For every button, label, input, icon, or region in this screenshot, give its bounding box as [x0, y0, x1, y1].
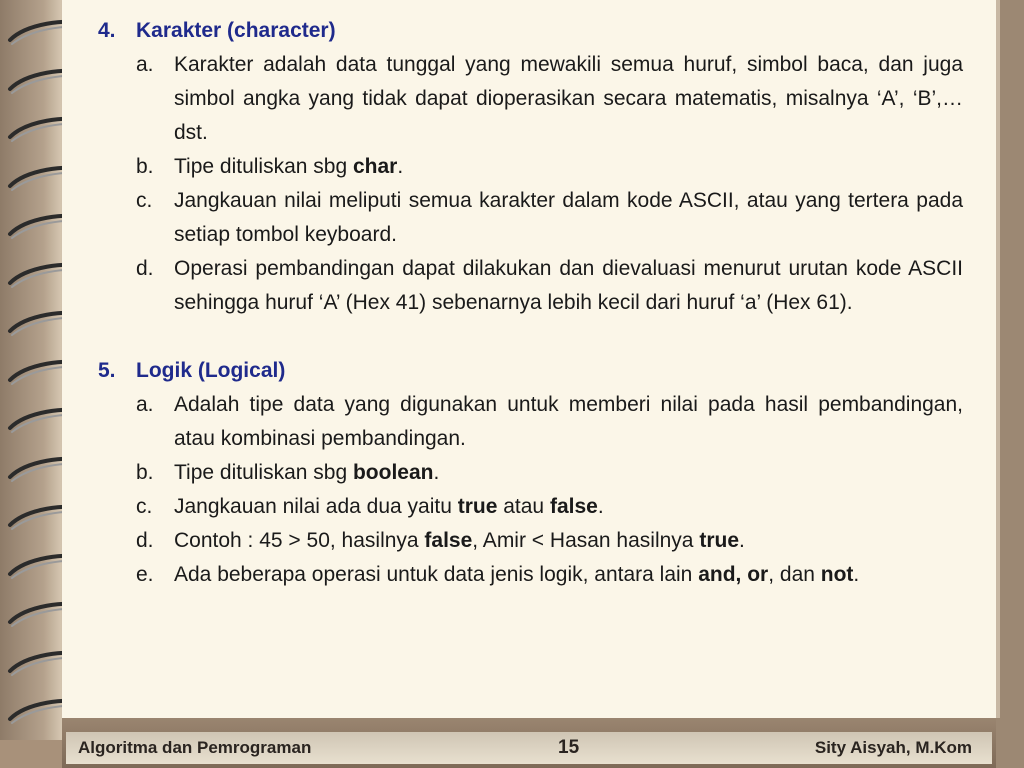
bold-keyword: true: [699, 529, 740, 552]
spiral-binding: [0, 0, 62, 740]
course-title: Algoritma dan Pemrograman: [78, 738, 312, 757]
bold-keyword: and, or: [698, 563, 769, 586]
page-edge: [996, 0, 1024, 768]
text-run: .: [597, 495, 604, 518]
item-letter: d.: [136, 529, 154, 552]
section-4-list: [98, 48, 963, 320]
list-item: [98, 252, 963, 320]
text-run: Tipe dituliskan sbg: [174, 461, 353, 484]
list-item: [98, 524, 963, 558]
item-letter: c.: [136, 189, 153, 212]
text-run: .: [853, 563, 860, 586]
bold-keyword: true: [457, 495, 498, 518]
item-letter: a.: [136, 53, 154, 76]
item-text: [174, 252, 963, 320]
list-item: [98, 48, 963, 150]
section-title: Karakter (character): [136, 19, 336, 42]
section-5-heading: [98, 354, 963, 388]
bold-keyword: false: [424, 529, 473, 552]
text-run: Karakter adalah data tunggal yang mewakili semua huruf, simbol baca, dan juga simbol angka yang tidak dapat dioperasikan secara matematis, misalnya ‘A’, ‘B’,…dst.: [174, 53, 963, 144]
item-text: [174, 456, 963, 490]
text-run: .: [433, 461, 440, 484]
text-run: Jangkauan nilai ada dua yaitu: [174, 495, 458, 518]
list-item: [98, 388, 963, 456]
item-text: [174, 184, 963, 252]
text-run: Jangkauan nilai meliputi semua karakter dalam kode ASCII, atau yang tertera pada setiap tombol keyboard.: [174, 189, 963, 246]
item-letter: e.: [136, 563, 154, 586]
section-number: 5.: [98, 359, 116, 382]
text-run: .: [397, 155, 404, 178]
list-item: [98, 184, 963, 252]
list-item: [98, 150, 963, 184]
author-name: Sity Aisyah, M.Kom: [814, 738, 972, 757]
list-item: [98, 558, 963, 592]
section-title: Logik (Logical): [136, 359, 286, 382]
item-text: [174, 490, 963, 524]
bold-keyword: false: [549, 495, 598, 518]
item-letter: b.: [136, 155, 154, 178]
footer-bar: [62, 718, 996, 768]
text-run: Ada beberapa operasi untuk data jenis logik, antara lain: [174, 563, 699, 586]
text-run: Contoh : 45 > 50, hasilnya: [174, 529, 425, 552]
item-letter: d.: [136, 257, 154, 280]
text-run: .: [739, 529, 745, 552]
item-letter: c.: [136, 495, 153, 518]
text-run: Operasi pembandingan dapat dilakukan dan dievaluasi menurut urutan kode ASCII sehingga huruf ‘A’ (Hex 41) sebenarnya lebih kecil dari huruf ‘a’ (Hex 61).: [174, 257, 963, 314]
section-number: 4.: [98, 19, 116, 42]
item-letter: b.: [136, 461, 154, 484]
text-run: Adalah tipe data yang digunakan untuk memberi nilai pada hasil pembandingan, atau kombinasi pembandingan.: [174, 393, 963, 450]
item-text: [174, 388, 963, 456]
item-text: [174, 558, 963, 592]
list-item: [98, 456, 963, 490]
bold-keyword: boolean: [352, 461, 434, 484]
text-run: atau: [497, 495, 550, 518]
text-run: , Amir < Hasan hasilnya: [472, 529, 700, 552]
item-letter: a.: [136, 393, 154, 416]
item-text: [174, 48, 963, 150]
bold-keyword: not: [820, 563, 854, 586]
text-run: , dan: [768, 563, 821, 586]
item-text: [174, 150, 963, 184]
bold-keyword: char: [352, 155, 398, 178]
list-item: [98, 490, 963, 524]
item-text: [174, 524, 963, 558]
section-4-heading: [98, 14, 963, 48]
section-5-list: [98, 388, 963, 592]
page-number: 15: [558, 737, 580, 758]
text-run: Tipe dituliskan sbg: [174, 155, 353, 178]
slide-content: [98, 14, 963, 592]
